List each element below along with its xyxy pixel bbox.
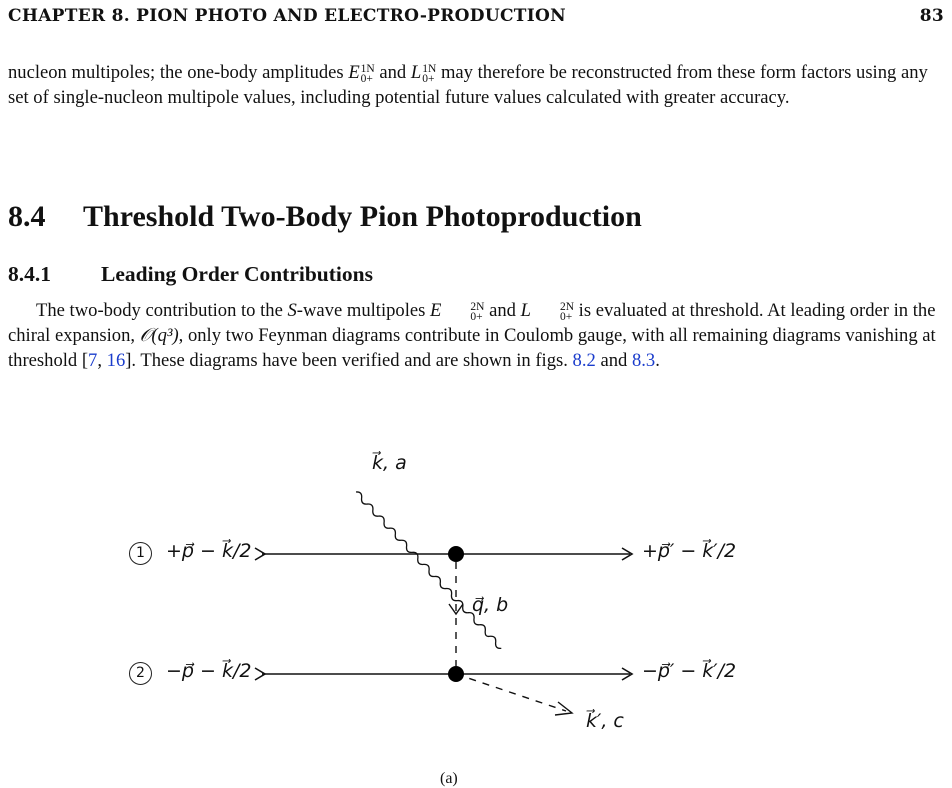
photon-label: k⃗, a bbox=[372, 452, 407, 474]
subscript: 0+ bbox=[470, 311, 483, 323]
math-E: E bbox=[348, 62, 360, 83]
section-number: 8.4 bbox=[8, 200, 46, 233]
subscript: 0+ bbox=[559, 311, 573, 323]
superscript: 1N bbox=[422, 63, 437, 75]
text: The two-body contribution to the bbox=[36, 300, 288, 321]
nucleon-2-in-label: −p⃗ − k⃗/2 bbox=[166, 660, 252, 682]
math-script bbox=[442, 302, 484, 322]
math-script bbox=[532, 302, 574, 322]
nucleon-1-out-label: +p⃗′ − k⃗′/2 bbox=[642, 540, 737, 562]
chapter-title: CHAPTER 8. PION PHOTO AND ELECTRO-PRODUCTION bbox=[8, 6, 566, 26]
subsection-heading bbox=[8, 262, 373, 287]
nucleon-2-out-label: −p⃗′ − k⃗′/2 bbox=[642, 660, 737, 682]
subsection-number: 8.4.1 bbox=[8, 262, 51, 286]
nucleon-1-index: 1 bbox=[129, 542, 152, 565]
vertex-top bbox=[448, 546, 464, 562]
math-E: E bbox=[430, 300, 442, 321]
nucleon-1-in-label: +p⃗ − k⃗/2 bbox=[166, 540, 252, 562]
text: nucleon multipoles; the one-body amplitudes bbox=[8, 62, 349, 83]
text: and bbox=[595, 350, 632, 371]
vertex-bottom bbox=[448, 666, 464, 682]
subfigure-caption: (a) bbox=[440, 770, 458, 787]
pion-exchange-label: q⃗, b bbox=[472, 594, 509, 616]
page-number: 83 bbox=[919, 6, 944, 26]
math-script bbox=[422, 64, 436, 84]
subscript: 0+ bbox=[422, 73, 435, 85]
citation-link-16[interactable]: 16 bbox=[106, 350, 126, 371]
superscript: 2N bbox=[559, 301, 575, 313]
text: is evaluated at threshold. At leading order in the chiral expansion, bbox=[8, 300, 936, 346]
nucleon-2-index: 2 bbox=[129, 662, 152, 685]
outgoing-pion-line bbox=[456, 674, 566, 711]
text: ]. These diagrams have been verified and are shown in figs. bbox=[125, 350, 573, 371]
math-order: 𝒪(q³) bbox=[139, 325, 179, 346]
text: , only two Feynman diagrams contribute in Coulomb gauge, with all remaining diagrams vanishing at threshold [ bbox=[8, 325, 936, 371]
feynman-diagram bbox=[0, 440, 952, 787]
text: may therefore be reconstructed from these form factors using any set of single-nucleon multipole values, including potential future values calculated with greater accuracy. bbox=[8, 62, 928, 108]
paragraph-intro bbox=[8, 60, 944, 110]
text: -wave multipoles bbox=[296, 300, 431, 321]
paragraph-leading-order bbox=[8, 298, 944, 373]
text: , bbox=[97, 350, 107, 371]
section-title: Threshold Two-Body Pion Photoproduction bbox=[83, 200, 642, 233]
subsection-title: Leading Order Contributions bbox=[101, 262, 373, 286]
subscript: 0+ bbox=[360, 73, 373, 85]
figure-link-8-2[interactable]: 8.2 bbox=[572, 350, 596, 371]
figure-link-8-3[interactable]: 8.3 bbox=[631, 350, 656, 371]
outgoing-pion-label: k⃗′, c bbox=[586, 710, 624, 732]
running-head bbox=[8, 6, 944, 32]
photon-line bbox=[327, 491, 531, 650]
superscript: 2N bbox=[470, 301, 485, 313]
math-script bbox=[361, 64, 375, 84]
arrow-in-2 bbox=[255, 668, 265, 680]
section-heading bbox=[8, 200, 642, 234]
text: and bbox=[374, 62, 411, 83]
math-L: L bbox=[410, 62, 422, 83]
outgoing-pion-arrow bbox=[555, 702, 572, 715]
text: and bbox=[484, 300, 521, 321]
math-S: S bbox=[287, 300, 297, 321]
superscript: 1N bbox=[360, 63, 375, 75]
arrow-in-1 bbox=[255, 548, 265, 560]
math-L: L bbox=[520, 300, 531, 321]
citation-link-7[interactable]: 7 bbox=[88, 350, 98, 371]
text: . bbox=[655, 350, 660, 371]
